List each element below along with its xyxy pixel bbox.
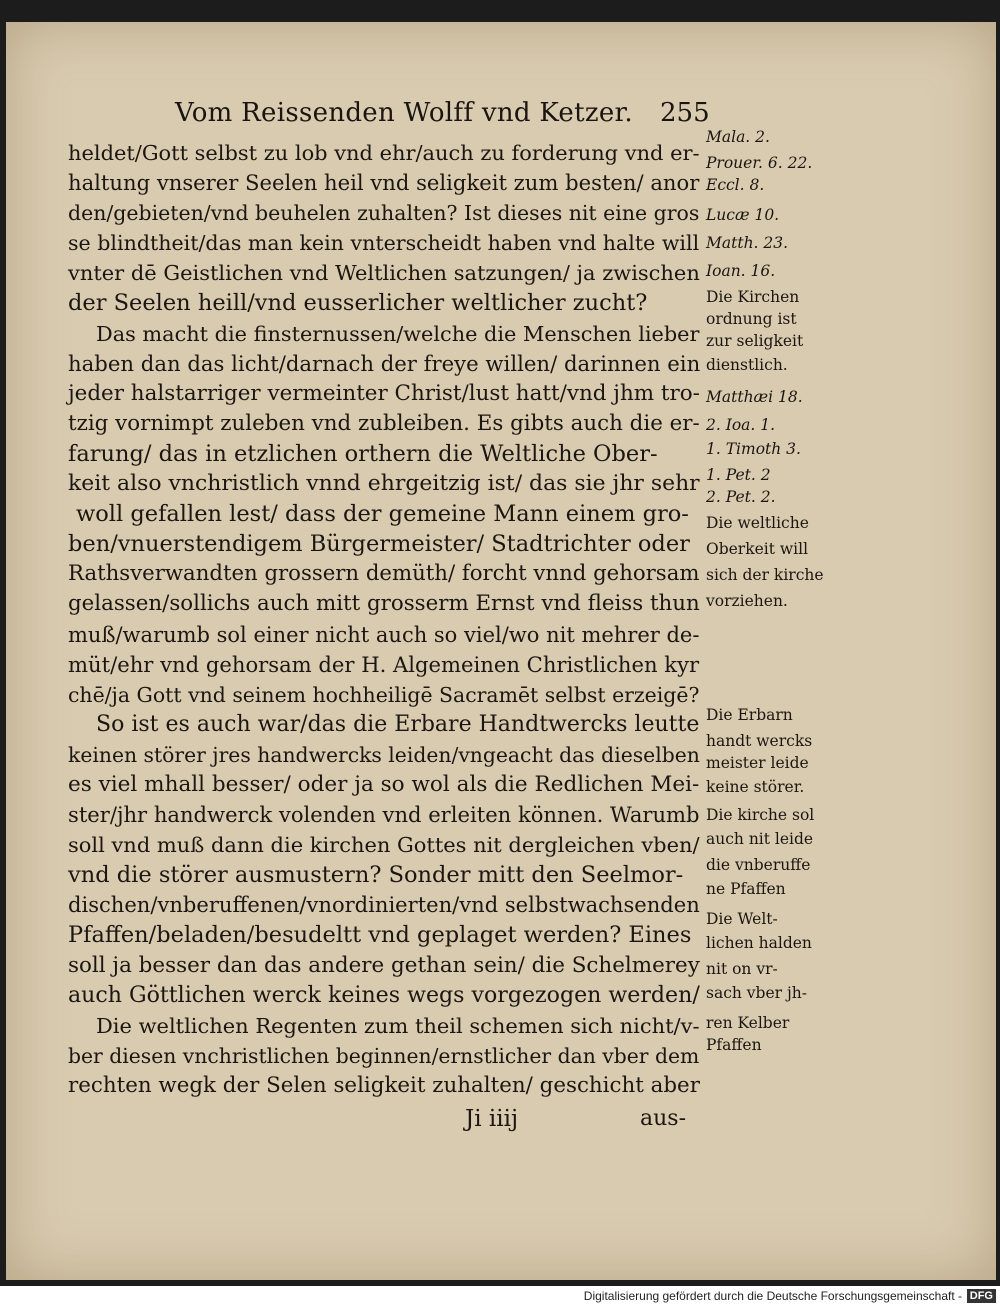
margin-note: Die Erbarn	[706, 706, 793, 724]
dfg-logo: DFG	[967, 1289, 996, 1303]
margin-note: Die Welt-	[706, 910, 778, 928]
funding-notice: Digitalisierung gefördert durch die Deutsche Forschungsgemeinschaft -	[583, 1289, 962, 1303]
text-line: chē/ja Gott vnd seinem hochheiligē Sacramēt selbst erzeigē?	[68, 682, 700, 707]
margin-note: Die Kirchen	[706, 288, 800, 306]
text-line: Die weltlichen Regenten zum theil schemen sich nicht/v-	[96, 1013, 700, 1038]
text-line: se blindtheit/das man kein vnterscheidt haben vnd halte will	[68, 231, 700, 256]
margin-note: Ioan. 16.	[706, 262, 776, 280]
text-line: haltung vnserer Seelen heil vnd seligkeit zum besten/ anor	[68, 170, 700, 196]
text-line: ster/jhr handwerck volenden vnd erleiten können. Warumb	[68, 802, 700, 828]
text-line: müt/ehr vnd gehorsam der H. Algemeinen Christlichen kyr	[68, 651, 700, 677]
text-line: rechten wegk der Selen seligkeit zuhalten/ geschicht aber	[68, 1072, 700, 1098]
margin-note: lichen halden	[706, 934, 812, 952]
text-line: der Seelen heill/vnd eusserlicher weltlicher zucht?	[68, 290, 648, 317]
margin-note: 2. Ioa. 1.	[706, 416, 776, 434]
margin-note: 1. Timoth 3.	[706, 440, 801, 458]
margin-note: die vnberuffe	[706, 856, 811, 874]
margin-note: zur seligkeit	[706, 332, 804, 350]
running-title: Vom Reissenden Wolff vnd Ketzer.	[175, 98, 633, 128]
margin-note: Oberkeit will	[706, 540, 809, 558]
text-line: dischen/vnberuffenen/vnordinierten/vnd selbstwachsenden	[68, 892, 700, 918]
margin-note: ren Kelber	[706, 1014, 790, 1032]
text-line: ber diesen vnchristlichen beginnen/ernstlicher dan vber dem	[68, 1043, 700, 1068]
text-line: keit also vnchristlich vnnd ehrgeitzig ist/ das sie jhr sehr	[68, 471, 700, 497]
margin-note: ordnung ist	[706, 310, 797, 328]
margin-note: Eccl. 8.	[706, 176, 765, 194]
text-line: auch Göttlichen werck keines wegs vorgezogen werden/	[68, 982, 700, 1008]
margin-note: 2. Pet. 2.	[706, 488, 776, 506]
text-line: es viel mhall besser/ oder ja so wol als die Redlichen Mei-	[68, 771, 700, 797]
margin-note: dienstlich.	[706, 356, 788, 374]
margin-note: Pfaffen	[706, 1036, 762, 1054]
text-line: soll ja besser dan das andere gethan sein/ die Schelmerey	[68, 952, 700, 978]
text-line: heldet/Gott selbst zu lob vnd ehr/auch zu forderung vnd er-	[68, 141, 700, 165]
text-line: Das macht die finsternussen/welche die Menschen lieber	[96, 321, 700, 346]
margin-note: Lucæ 10.	[706, 206, 780, 224]
text-line: jeder halstarriger vermeinter Christ/lust hatt/vnd jhm tro-	[68, 380, 700, 406]
text-line: vnd die störer ausmustern? Sonder mitt den Seelmor-	[68, 862, 684, 889]
text-line: soll vnd muß dann die kirchen Gottes nit dergleichen vben/	[68, 833, 700, 858]
margin-note: sach vber jh-	[706, 984, 807, 1002]
text-line: farung/ das in etzlichen orthern die Weltliche Ober-	[68, 440, 658, 467]
text-line: Rathsverwandten grossern demüth/ forcht vnnd gehorsam	[68, 561, 700, 587]
text-line: tzig vornimpt zuleben vnd zubleiben. Es gibts auch die er-	[68, 410, 700, 436]
margin-note: Prouer. 6. 22.	[706, 154, 813, 172]
margin-note: keine störer.	[706, 778, 805, 796]
margin-note: ne Pfaffen	[706, 880, 786, 898]
text-line: gelassen/sollichs auch mitt grosserm Ernst vnd fleiss thun	[68, 591, 700, 617]
text-line: keinen störer jres handwercks leiden/vngeacht das dieselben	[68, 742, 700, 767]
margin-note: Matthæi 18.	[706, 388, 803, 406]
text-line: den/gebieten/vnd beuhelen zuhalten? Ist dieses nit eine gros	[68, 201, 700, 226]
margin-note: 1. Pet. 2	[706, 466, 771, 484]
text-line: woll gefallen lest/ dass der gemeine Mann einem gro-	[76, 501, 689, 528]
signature-mark: Ji iiij	[465, 1106, 519, 1132]
margin-note: nit on vr-	[706, 960, 778, 978]
margin-note: handt wercks	[706, 732, 813, 750]
margin-note: vorziehen.	[706, 592, 788, 610]
margin-note: Die kirche sol	[706, 806, 815, 824]
text-line: Pfaffen/beladen/besudeltt vnd geplaget werden? Eines	[68, 922, 692, 949]
margin-note: Mala. 2.	[706, 128, 770, 146]
margin-note: meister leide	[706, 754, 809, 772]
margin-note: Die weltliche	[706, 514, 809, 532]
margin-note: Matth. 23.	[706, 234, 789, 252]
text-line: muß/warumb sol einer nicht auch so viel/wo nit mehrer de-	[68, 622, 700, 647]
margin-note: sich der kirche	[706, 566, 824, 584]
text-line: ben/vnuerstendigem Bürgermeister/ Stadtrichter oder	[68, 531, 690, 558]
text-line: So ist es auch war/das die Erbare Handtwercks leutte	[96, 711, 700, 737]
page-number: 255	[660, 98, 710, 128]
margin-note: auch nit leide	[706, 830, 814, 848]
footer-bar	[0, 1286, 1000, 1307]
text-line: vnter dē Geistlichen vnd Weltlichen satzungen/ ja zwischen	[68, 261, 700, 286]
catchword: aus-	[640, 1106, 687, 1131]
text-line: haben dan das licht/darnach der freye willen/ darinnen ein	[68, 350, 701, 376]
